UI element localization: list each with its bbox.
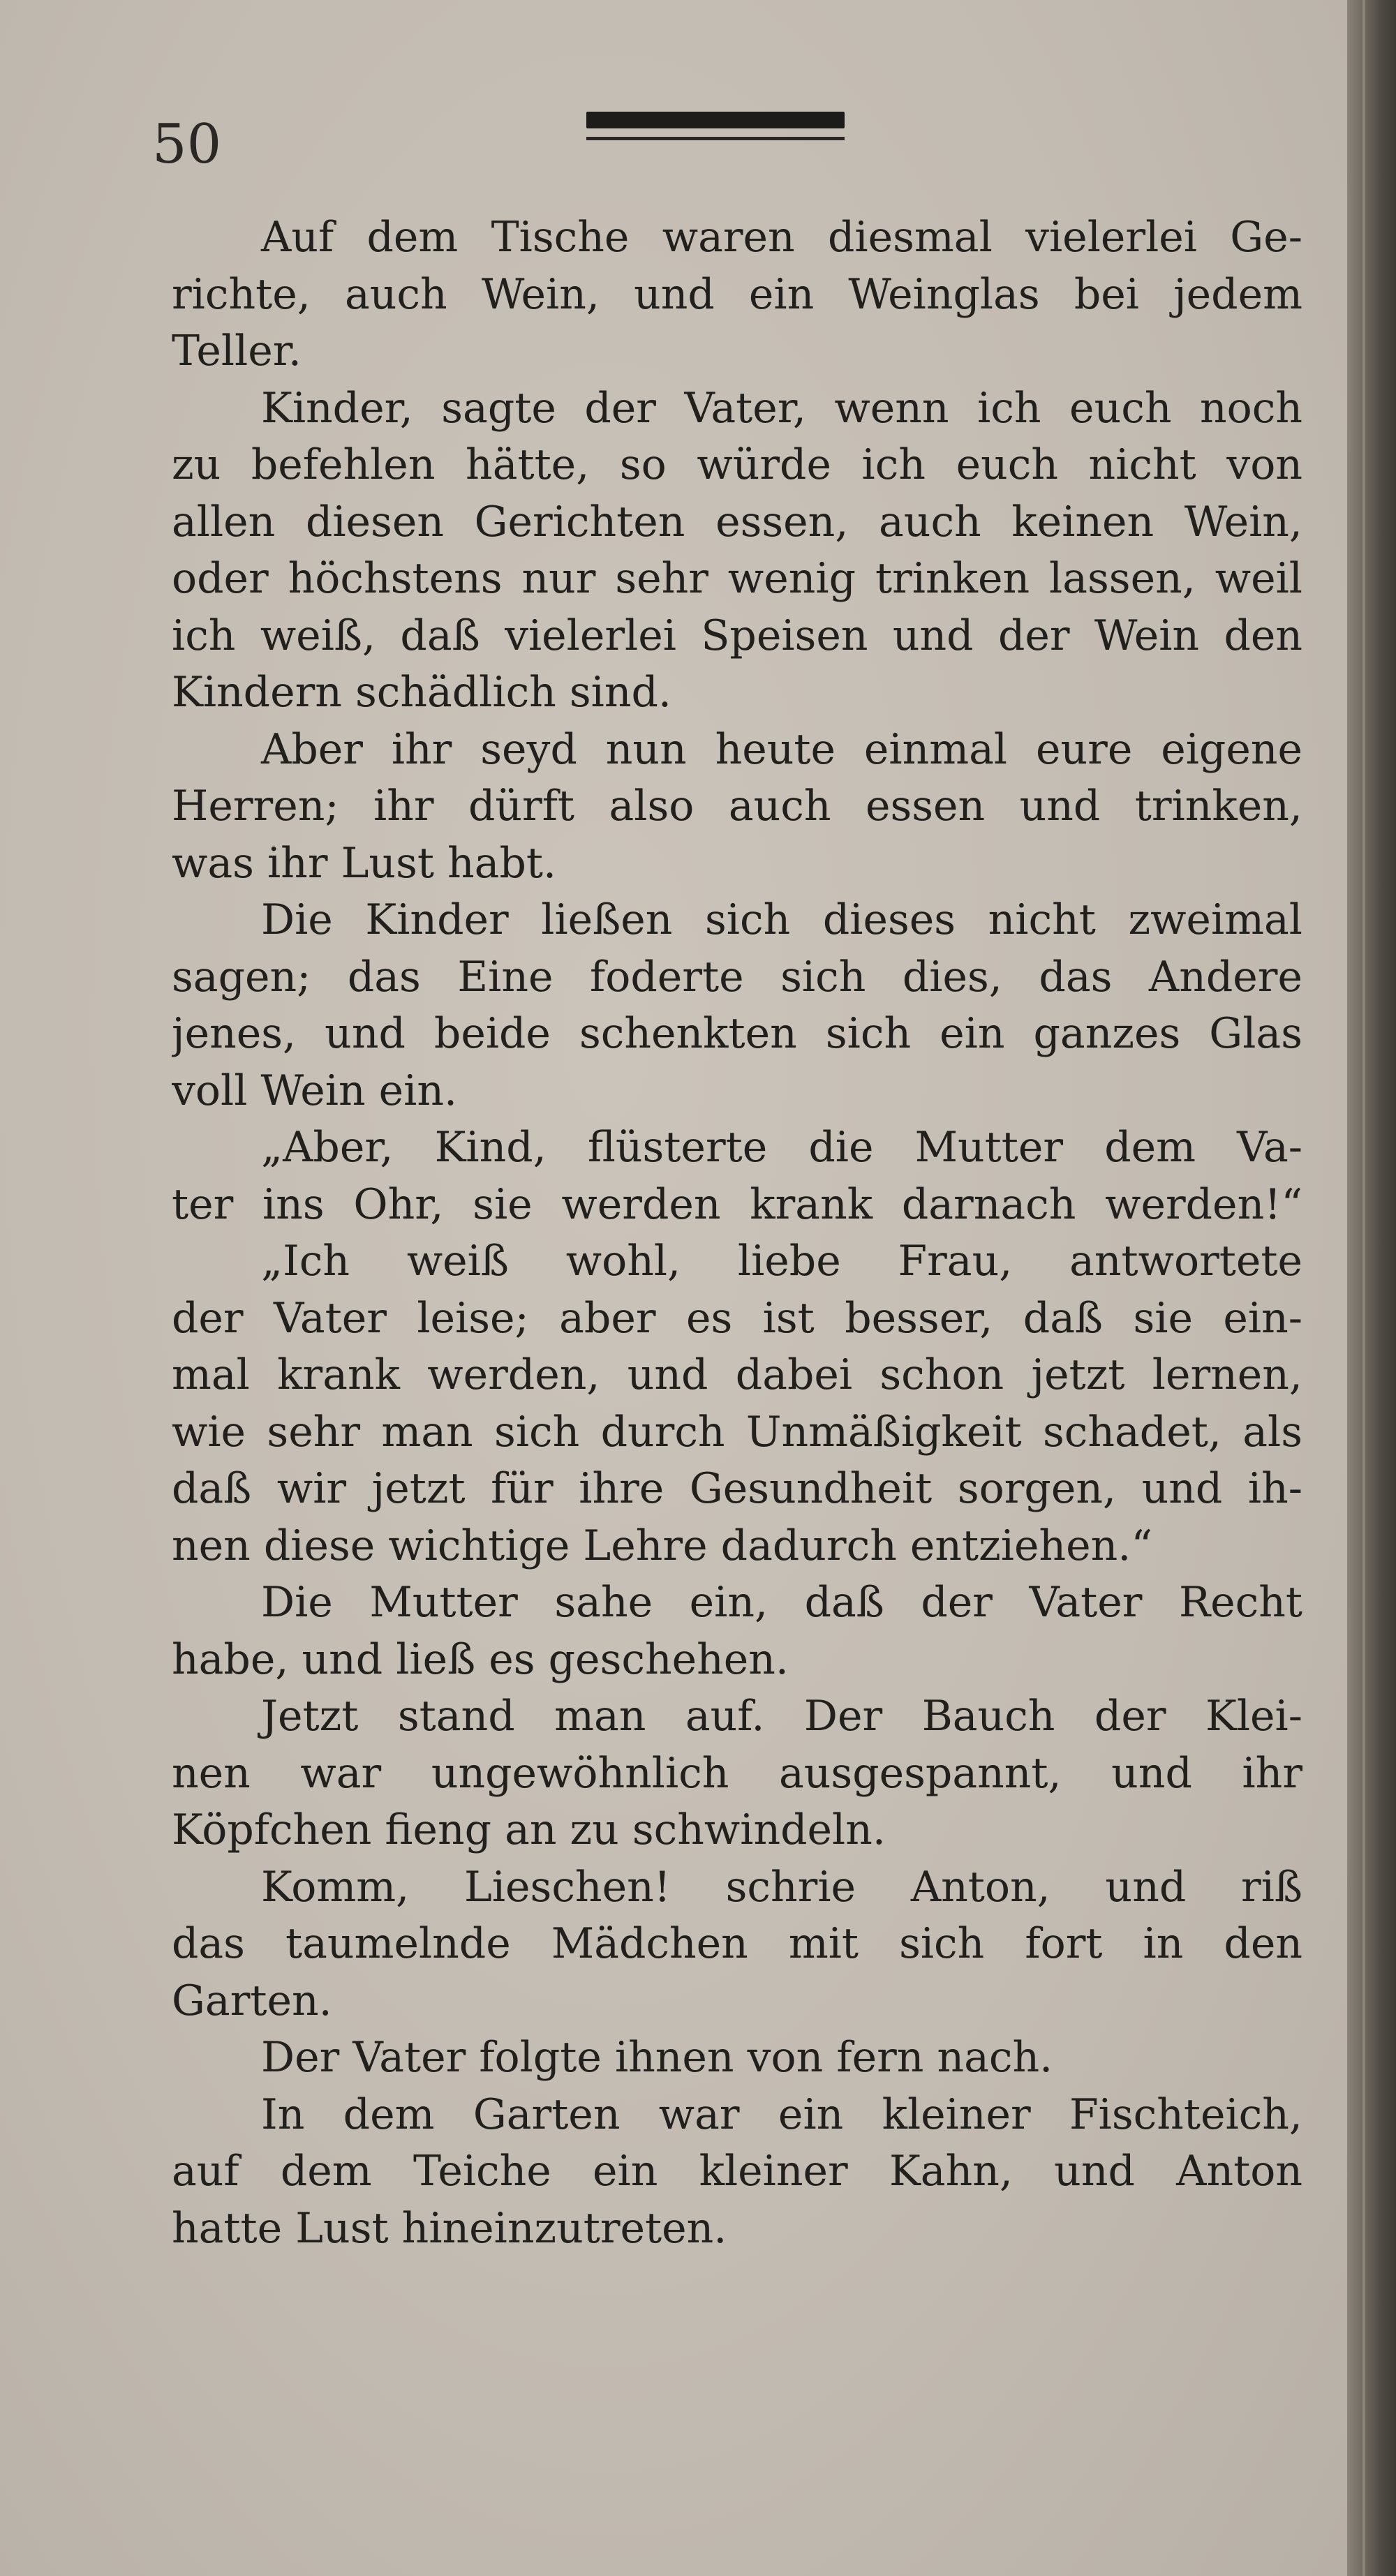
text-line: das taumelnde Mädchen mit sich fort in den <box>172 1919 1302 1968</box>
text-line: allen diesen Gerichten essen, auch keinen Wein, <box>172 497 1302 546</box>
text-line: habe, und ließ es geschehen. <box>172 1635 789 1684</box>
text-line: sagen; das Eine foderte sich dies, das Andere <box>172 952 1302 1002</box>
text-line: Köpfchen fieng an zu schwindeln. <box>172 1806 886 1854</box>
text-line: ich weiß, daß vielerlei Speisen und der Wein den <box>172 611 1302 660</box>
text-line: Der Vater folgte ihnen von fern nach. <box>261 2033 1053 2082</box>
page-number: 50 <box>152 113 222 176</box>
book-spine-edge <box>1347 0 1396 2576</box>
text-line: „Ich weiß wohl, liebe Frau, antwortete <box>261 1237 1302 1286</box>
text-line: Jetzt stand man auf. Der Bauch der Klei- <box>261 1692 1302 1741</box>
text-line: ter ins Ohr, sie werden krank darnach werden!“ <box>172 1179 1302 1229</box>
page-edge-line <box>1362 0 1365 2576</box>
text-line: wie sehr man sich durch Unmäßigkeit schadet, als <box>172 1407 1302 1457</box>
text-line: „Aber, Kind, flüsterte die Mutter dem Va- <box>261 1123 1302 1172</box>
text-line: Kinder, sagte der Vater, wenn ich euch noch <box>261 383 1302 433</box>
text-line: hatte Lust hineinzutreten. <box>172 2203 727 2253</box>
text-line: nen diese wichtige Lehre dadurch entziehen.“ <box>172 1521 1153 1570</box>
text-line: Herren; ihr dürft also auch essen und trinken, <box>172 782 1302 831</box>
body-text <box>172 209 1302 2257</box>
text-line: Teller. <box>172 327 302 375</box>
text-line: oder höchstens nur sehr wenig trinken lassen, weil <box>172 554 1302 603</box>
text-line: der Vater leise; aber es ist besser, daß sie ein- <box>172 1293 1302 1343</box>
text-line: nen war ungewöhnlich ausgespannt, und ihr <box>172 1748 1302 1798</box>
text-line: Die Mutter sahe ein, daß der Vater Recht <box>261 1578 1302 1627</box>
text-line: Komm, Lieschen! schrie Anton, und riß <box>261 1862 1302 1912</box>
text-line: zu befehlen hätte, so würde ich euch nicht von <box>172 440 1302 489</box>
text-line: Kindern schädlich sind. <box>172 668 671 717</box>
text-line: Auf dem Tische waren diesmal vielerlei Ge- <box>261 213 1302 262</box>
text-line: mal krank werden, und dabei schon jetzt lernen, <box>172 1350 1302 1399</box>
text-line: Aber ihr seyd nun heute einmal eure eigene <box>261 724 1302 774</box>
text-line: daß wir jetzt für ihre Gesundheit sorgen, und ih- <box>172 1464 1302 1513</box>
text-line: Die Kinder ließen sich dieses nicht zweimal <box>261 895 1302 944</box>
text-line: auf dem Teiche ein kleiner Kahn, und Anton <box>172 2147 1302 2196</box>
text-line: was ihr Lust habt. <box>172 838 557 888</box>
text-line: jenes, und beide schenkten sich ein ganzes Glas <box>172 1009 1302 1058</box>
header-rule <box>586 112 845 128</box>
text-line: In dem Garten war ein kleiner Fischteich, <box>261 2090 1302 2139</box>
text-line: voll Wein ein. <box>172 1066 458 1115</box>
header-rule-thin <box>586 137 845 140</box>
text-line: richte, auch Wein, und ein Weinglas bei jedem <box>172 269 1302 319</box>
text-line: Garten. <box>172 1976 332 2025</box>
